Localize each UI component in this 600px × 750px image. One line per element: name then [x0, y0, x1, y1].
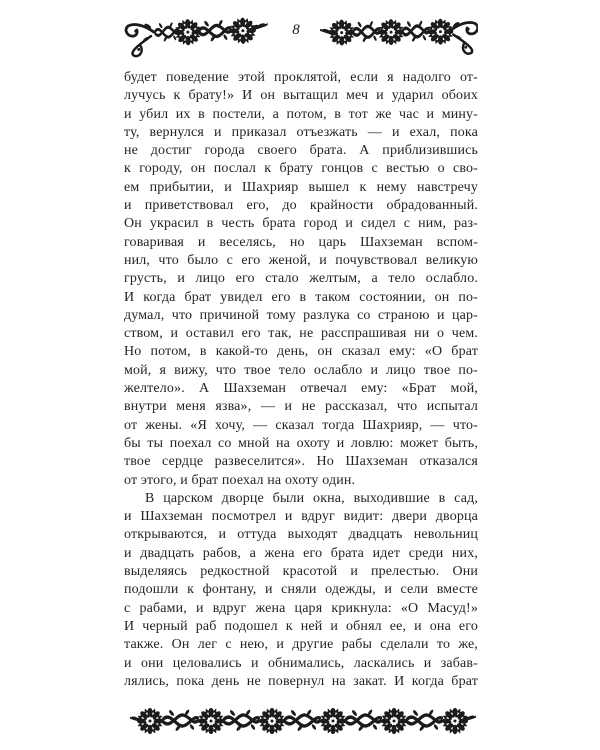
text-line: и приветствовал его, до крайности обрадованный.: [124, 198, 478, 214]
text-line: внутри меня язва», — и не рассказал, что испытал: [124, 399, 478, 415]
text-line: говаривая и веселясь, но царь Шахземан вспом-: [124, 234, 478, 250]
text-line: Он украсил в честь брата город и сидел с ним, раз-: [124, 216, 478, 232]
text-line: лялись, пока день не повернул на закат. И когда брат: [124, 673, 478, 689]
paragraph-2: [124, 490, 478, 691]
text-line: И когда брат увидел его в таком состоянии, он по-: [124, 289, 478, 305]
text-line: мой, я вижу, что твое тело ослабло и лицо твое по-: [124, 362, 478, 378]
text-line: ством, и оставил его так, не расспрашивая ни о чем.: [124, 326, 478, 342]
text-line: грусть, и лицо его стало желтым, а тело ослабло.: [124, 271, 478, 287]
floral-ornament-top-right: [320, 13, 478, 58]
page-number: 8: [292, 22, 300, 38]
text-line: Но потом, в какой-то день, он сказал ему: «О брат: [124, 344, 478, 360]
text-line: к городу, он послал к брату гонцов с вестью о сво-: [124, 161, 478, 177]
text-line: В царском дворце были окна, выходившие в сад,: [145, 490, 478, 506]
text-line: также. Он лег с нею, и другие рабы сделали то же,: [124, 637, 478, 653]
text-line: и они целовались и обнимались, ласкались и забав-: [124, 655, 478, 671]
text-line: открываются, и оттуда выходят двадцать невольниц: [124, 527, 478, 543]
text-line: подошли к фонтану, и сняли одежды, и сели вместе: [124, 582, 478, 598]
page-text: [124, 69, 478, 691]
text-line: будет поведение этой проклятой, если я надолго от-: [124, 70, 478, 85]
text-line: от жены. «Я хочу, — сказал тогда Шахрияр, — что-: [124, 417, 478, 433]
text-line: твое сердце развеселится». Но Шахземан отказался: [124, 454, 478, 470]
text-line: ту, вернулся и приказал отъезжать — и ехал, пока: [124, 124, 478, 140]
text-line: и Шахземан посмотрел и вдруг видит: двери дворца: [124, 509, 478, 525]
text-line: лучусь к брату!» И он вытащил меч и ударил обоих: [124, 88, 478, 104]
text-line: желтело». А Шахземан отвечал ему: «Брат мой,: [124, 381, 478, 397]
text-line: бы ты поехал со мной на охоту и ловлю: может быть,: [124, 435, 478, 451]
text-line: от этого, и брат поехал на охоту один.: [124, 472, 356, 488]
text-line: и убил их в постели, а потом, в тот же час и мину-: [124, 106, 478, 122]
paragraph-1: [124, 69, 478, 490]
floral-ornament-top-left: [121, 12, 268, 60]
text-line: не достиг города своего брата. А приблизившись: [124, 143, 478, 159]
text-line: думал, что причиной тому разлука со страною и цар-: [124, 307, 478, 323]
text-line: И черный раб подошел к ней и обнял ее, и она его: [124, 618, 478, 634]
text-line: с рабами, и вдруг жена царя крикнула: «О Масуд!»: [124, 600, 478, 616]
text-line: и двадцать рабов, а жена его брата идет среди них,: [124, 545, 478, 561]
text-line: выделяясь редкостной красотой и прелестью. Они: [124, 564, 478, 580]
text-line: ем прибытии, и Шахрияр вышел к нему навстречу: [124, 179, 478, 195]
floral-ornament-bottom: [130, 701, 476, 741]
text-line: нил, что было с его женой, и почувствовал великую: [124, 252, 478, 268]
